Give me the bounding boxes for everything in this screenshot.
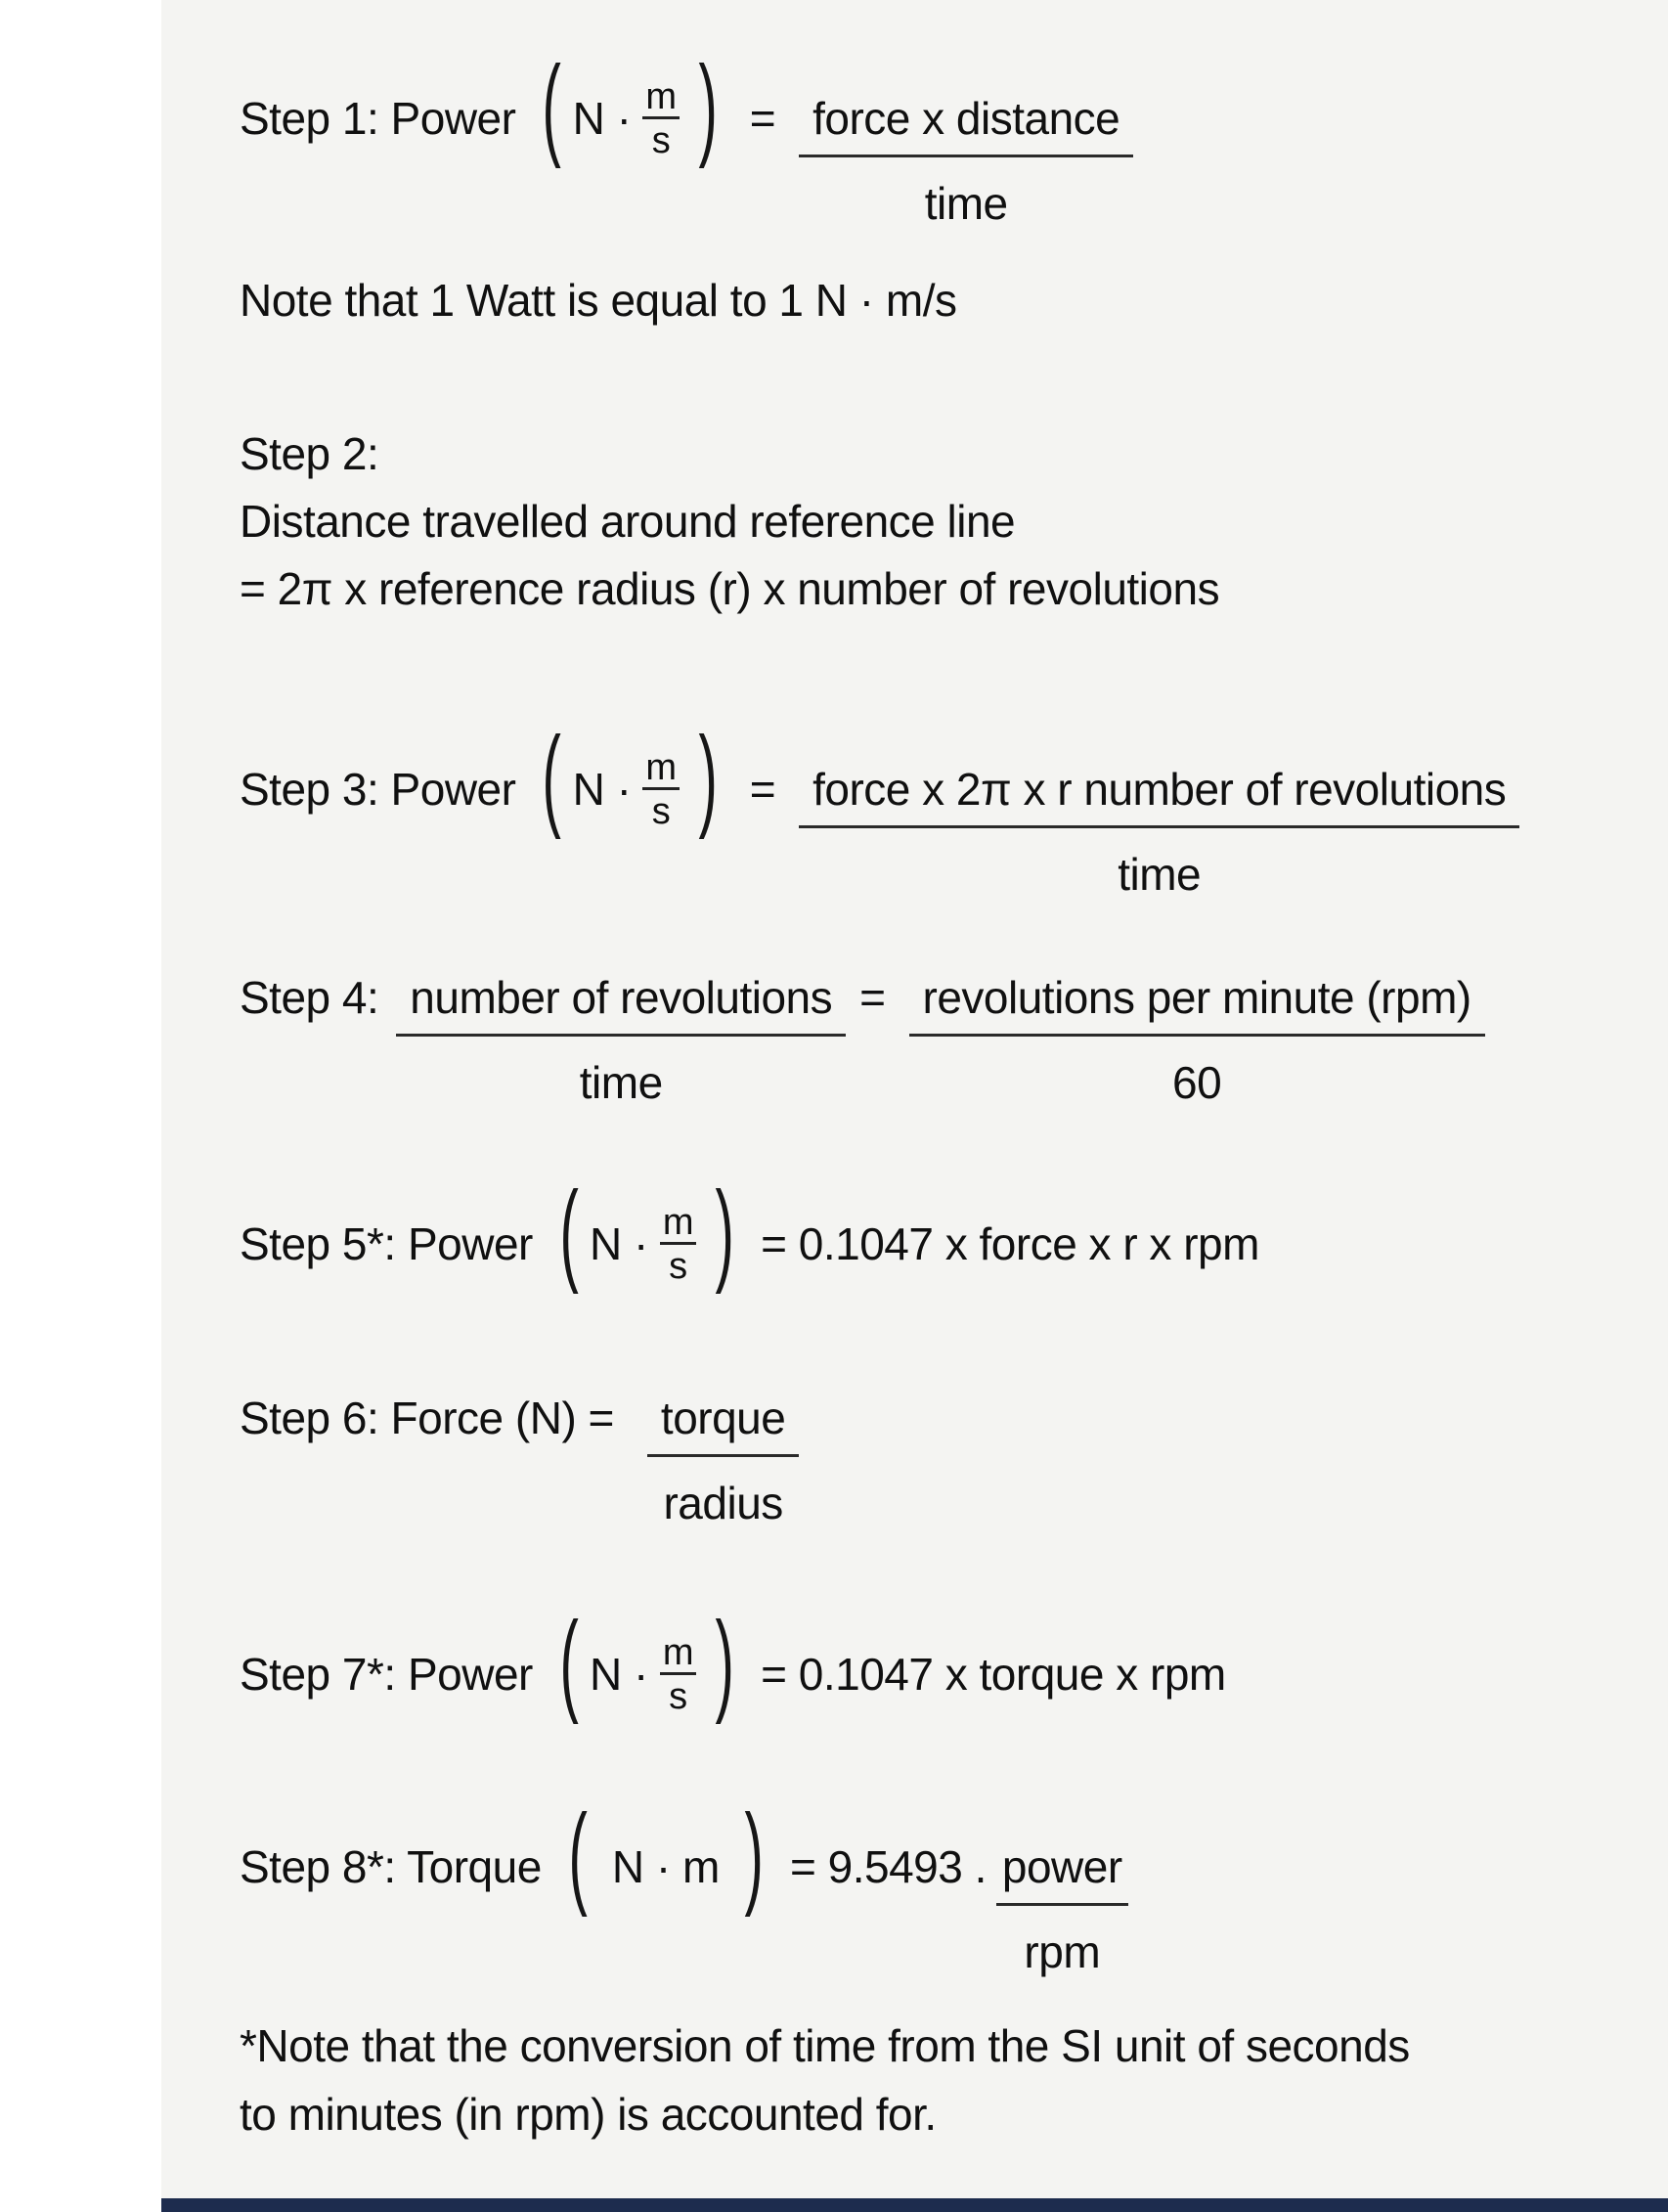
unit-meter: m xyxy=(660,1203,696,1245)
fraction-numerator: force x 2π x r number of revolutions xyxy=(812,764,1507,815)
unit-newton: N · xyxy=(589,1649,648,1700)
paren-open: ( xyxy=(542,42,562,169)
watt-note-text: Note that 1 Watt is equal to 1 N · m/s xyxy=(240,275,957,326)
bottom-bar xyxy=(161,2198,1668,2212)
unit-second: s xyxy=(651,119,671,161)
step-5-equation: = 0.1047 x force x r x rpm xyxy=(761,1218,1259,1269)
unit-meter: m xyxy=(642,748,679,790)
step-7-row xyxy=(240,1598,1226,1725)
fraction-bar xyxy=(799,155,1133,157)
power-unit xyxy=(550,1598,743,1725)
unit-second: s xyxy=(669,1245,687,1287)
step-2-line-1: Distance travelled around reference line xyxy=(240,496,1016,547)
fraction-bar xyxy=(799,825,1519,828)
step-5-label: Step 5*: Power xyxy=(240,1218,533,1269)
paren-open: ( xyxy=(559,1598,579,1725)
paren-open: ( xyxy=(542,713,562,840)
fraction xyxy=(996,1838,1128,1980)
paren-close: ) xyxy=(698,42,718,169)
step-5-row xyxy=(240,1168,1259,1295)
paren-close: ) xyxy=(715,1598,734,1725)
unit-meter: m xyxy=(642,77,679,119)
equals-sign: = xyxy=(749,764,776,815)
step-4-label: Step 4: xyxy=(240,972,379,1023)
fraction xyxy=(909,969,1485,1111)
power-unit xyxy=(550,1168,743,1295)
unit-m-over-s xyxy=(642,77,679,160)
fraction-denominator: time xyxy=(1118,849,1202,900)
unit-meter: m xyxy=(660,1633,696,1675)
fraction-bar xyxy=(396,1034,846,1037)
step-3-label: Step 3: Power xyxy=(240,764,516,815)
unit-m-over-s xyxy=(660,1203,696,1286)
power-unit xyxy=(533,713,725,840)
fraction-denominator: radius xyxy=(663,1478,783,1528)
step-8-row xyxy=(240,1791,1128,1980)
torque-unit xyxy=(559,1791,772,1918)
footnote-line-2: to minutes (in rpm) is accounted for. xyxy=(240,2089,937,2140)
fraction xyxy=(799,90,1133,232)
power-unit xyxy=(533,42,725,169)
fraction-numerator: force x distance xyxy=(812,93,1120,144)
fraction-bar xyxy=(647,1454,799,1457)
step-8-coefficient: = 9.5493 . xyxy=(789,1841,987,1892)
footnote-line-1: *Note that the conversion of time from the SI unit of seconds xyxy=(240,2020,1410,2071)
paren-close: ) xyxy=(715,1168,734,1295)
step-3-row xyxy=(240,713,1519,903)
fraction xyxy=(647,1390,799,1531)
unit-second: s xyxy=(651,790,671,832)
unit-newton: N · xyxy=(572,764,632,815)
fraction-bar xyxy=(996,1903,1128,1906)
step-6-label: Step 6: Force (N) = xyxy=(240,1393,614,1443)
unit-newton: N · xyxy=(572,93,632,144)
unit-newton: N · xyxy=(589,1218,648,1269)
equals-sign: = xyxy=(859,972,886,1023)
fraction xyxy=(799,761,1519,903)
step-4-row xyxy=(240,969,1485,1111)
step-2-label: Step 2: xyxy=(240,428,379,479)
step-2-block xyxy=(240,420,1219,623)
step-2-line-2: = 2π x reference radius (r) x number of revolutions xyxy=(240,563,1220,614)
step-7-label: Step 7*: Power xyxy=(240,1649,533,1700)
paren-close: ) xyxy=(744,1791,764,1918)
paren-open: ( xyxy=(568,1791,588,1918)
unit-m-over-s xyxy=(642,748,679,831)
fraction xyxy=(396,969,846,1111)
step-1-label: Step 1: Power xyxy=(240,93,516,144)
fraction-numerator: power xyxy=(1001,1841,1122,1892)
fraction-denominator: rpm xyxy=(1024,1926,1101,1977)
footnote-block xyxy=(240,2012,1410,2148)
fraction-denominator: 60 xyxy=(1172,1057,1222,1108)
fraction-numerator: revolutions per minute (rpm) xyxy=(922,972,1471,1023)
step-8-label: Step 8*: Torque xyxy=(240,1841,542,1892)
paren-open: ( xyxy=(559,1168,579,1295)
unit-m-over-s xyxy=(660,1633,696,1716)
fraction-denominator: time xyxy=(579,1057,663,1108)
fraction-numerator: number of revolutions xyxy=(410,972,833,1023)
step-7-equation: = 0.1047 x torque x rpm xyxy=(761,1649,1226,1700)
paren-close: ) xyxy=(698,713,718,840)
unit-newton-meter: N · m xyxy=(611,1841,720,1892)
step-1-row xyxy=(240,42,1133,232)
fraction-bar xyxy=(909,1034,1485,1037)
unit-second: s xyxy=(669,1675,687,1717)
step-6-row xyxy=(240,1390,799,1531)
watt-note xyxy=(240,272,957,329)
fraction-numerator: torque xyxy=(660,1393,786,1443)
fraction-denominator: time xyxy=(924,178,1008,229)
equals-sign: = xyxy=(749,93,776,144)
